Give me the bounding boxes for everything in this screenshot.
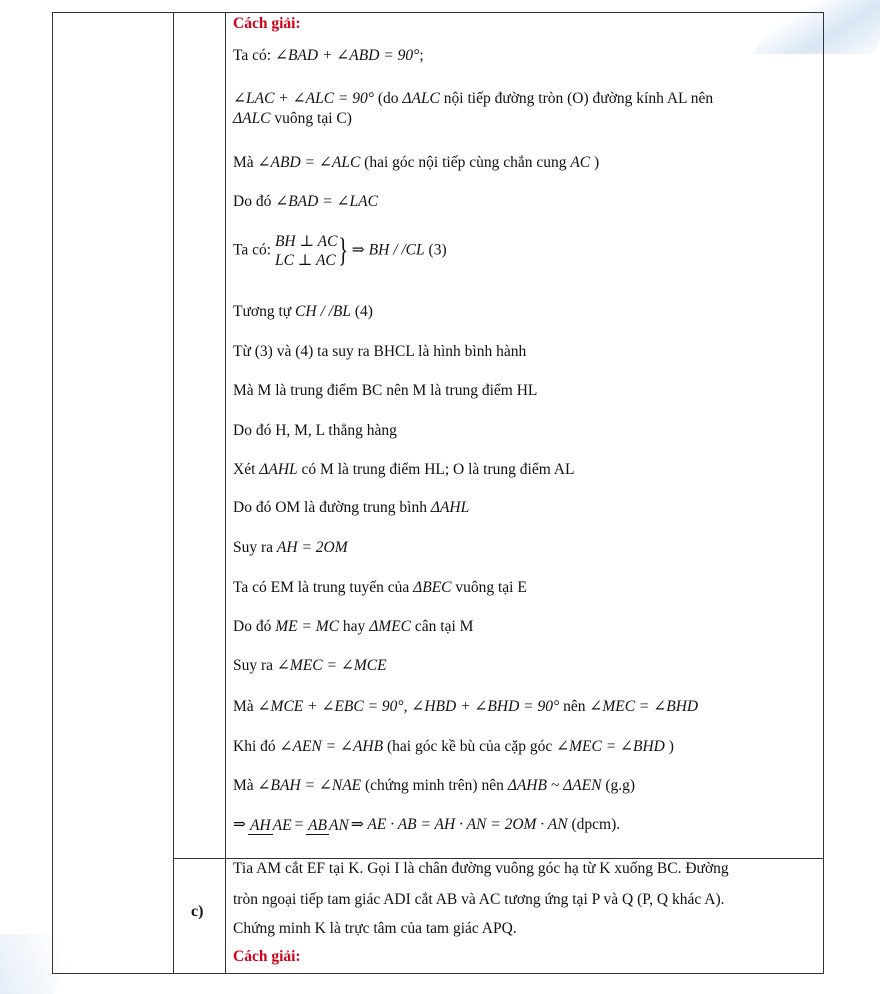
text: Tương tự bbox=[233, 303, 296, 320]
column-divider-2 bbox=[225, 13, 226, 973]
text: Mà bbox=[233, 777, 258, 794]
text: ; bbox=[419, 47, 424, 64]
text: Do đó OM là đường trung bình bbox=[233, 499, 431, 516]
text: (dpcm). bbox=[567, 816, 621, 833]
text: (hai góc kề bù của cặp góc bbox=[383, 738, 557, 755]
math: ∠ABD = ∠ALC bbox=[257, 154, 361, 171]
text: nên bbox=[559, 698, 590, 715]
part-c-solution-heading: Cách giải: bbox=[233, 948, 301, 965]
solution-line-14 bbox=[233, 579, 527, 597]
math: LC ⊥ AC bbox=[274, 252, 336, 269]
solution-line-3 bbox=[233, 110, 352, 128]
math: ∠LAC + ∠ALC = 90° bbox=[233, 90, 374, 107]
denominator: AN bbox=[329, 816, 349, 834]
part-c-question-line-1: Tia AM cắt EF tại K. Gọi I là chân đường vuông góc hạ từ K xuống BC. Đường bbox=[233, 860, 729, 877]
text: Suy ra bbox=[233, 657, 277, 674]
solution-line-8: Từ (3) và (4) ta suy ra BHCL là hình bình hành bbox=[233, 343, 527, 360]
text: ) bbox=[664, 738, 674, 755]
text: Do đó bbox=[233, 618, 276, 635]
text: (4) bbox=[351, 303, 373, 320]
text: Ta có: bbox=[233, 47, 275, 64]
solution-line-19 bbox=[233, 777, 635, 795]
text: (do bbox=[373, 90, 403, 107]
text: Khi đó bbox=[233, 738, 280, 755]
math: BH ⊥ AC bbox=[274, 233, 338, 250]
solution-line-11 bbox=[233, 461, 574, 479]
math: ∠BAD + ∠ABD = 90° bbox=[274, 47, 420, 64]
solution-line-20 bbox=[233, 815, 620, 835]
text: hay bbox=[339, 618, 370, 635]
solution-line-12 bbox=[233, 499, 469, 517]
fraction-ah-ae bbox=[248, 816, 292, 835]
solution-line-4 bbox=[233, 154, 599, 172]
part-c-question-line-2: tròn ngoại tiếp tam giác ADI cắt AB và AC tương ứng tại P và Q (P, Q khác A). bbox=[233, 891, 725, 908]
math: ∠MEC = ∠MCE bbox=[276, 657, 387, 674]
solution-line-13 bbox=[233, 539, 348, 557]
math: ∠AEN = ∠AHB bbox=[279, 738, 384, 755]
text: có M là trung điểm HL; O là trung điểm AL bbox=[297, 461, 575, 478]
fraction-ab-an bbox=[306, 816, 349, 835]
text: nội tiếp đường tròn (O) đường kính AL nên bbox=[439, 90, 714, 107]
text: cân tại M bbox=[411, 618, 474, 635]
math: ΔAHL bbox=[430, 499, 470, 516]
math: ΔAHL bbox=[259, 461, 298, 478]
text: (3) bbox=[424, 241, 447, 259]
solution-line-9: Mà M là trung điểm BC nên M là trung điểm HL bbox=[233, 382, 538, 399]
brace-icon: } bbox=[338, 232, 349, 269]
text: (chứng minh trên) nên bbox=[361, 777, 508, 794]
perpendicular-system bbox=[275, 232, 338, 270]
math: ΔALC bbox=[233, 110, 271, 127]
math: ⇒ AE · AB = AH · AN = 2OM · AN bbox=[350, 816, 568, 833]
math: ∠MEC = ∠BHD bbox=[556, 738, 665, 755]
text: (g.g) bbox=[601, 777, 636, 794]
solution-line-15 bbox=[233, 618, 473, 636]
numerator: AH bbox=[250, 816, 271, 834]
math: = bbox=[293, 816, 305, 833]
text: vuông tại E bbox=[451, 579, 527, 596]
text: Mà bbox=[233, 698, 258, 715]
solution-line-1 bbox=[233, 47, 424, 65]
text: Suy ra bbox=[233, 539, 277, 556]
math: ⇒ bbox=[233, 816, 246, 833]
math: ΔAHB ~ ΔAEN bbox=[507, 777, 602, 794]
math: ∠MCE + ∠EBC = 90°, ∠HBD + ∠BHD = 90° bbox=[257, 698, 560, 715]
part-c-question-line-3: Chứng minh K là trực tâm của tam giác APQ. bbox=[233, 920, 517, 937]
math: ΔBEC bbox=[413, 579, 452, 596]
math: AC bbox=[570, 154, 591, 171]
solution-line-16 bbox=[233, 657, 387, 675]
solution-line-5 bbox=[233, 193, 378, 211]
row-divider bbox=[173, 858, 823, 859]
text: ) bbox=[590, 154, 600, 171]
solution-line-6 bbox=[233, 232, 447, 270]
math: ⇒ BH / /CL bbox=[351, 241, 425, 259]
math: ∠BAD = ∠LAC bbox=[275, 193, 378, 210]
text: Xét bbox=[233, 461, 260, 478]
math: ΔMEC bbox=[369, 618, 412, 635]
text: Ta có EM là trung tuyến của bbox=[233, 579, 414, 596]
solution-line-7 bbox=[233, 303, 373, 321]
math: ME = MC bbox=[275, 618, 340, 635]
solution-line-17 bbox=[233, 698, 698, 716]
text: (hai góc nội tiếp cùng chắn cung bbox=[360, 154, 571, 171]
math: ∠BAH = ∠NAE bbox=[257, 777, 362, 794]
math: CH / /BL bbox=[295, 303, 352, 320]
solution-line-10: Do đó H, M, L thẳng hàng bbox=[233, 422, 397, 439]
denominator: AE bbox=[272, 816, 292, 834]
part-c-label: c) bbox=[191, 903, 204, 920]
solution-heading: Cách giải: bbox=[233, 15, 301, 32]
math: ΔALC bbox=[402, 90, 440, 107]
solution-line-2 bbox=[233, 90, 713, 108]
text: Do đó bbox=[233, 193, 276, 210]
column-divider-1 bbox=[173, 13, 174, 973]
text: Ta có: bbox=[233, 241, 275, 259]
solution-line-18 bbox=[233, 738, 674, 756]
text: vuông tại C) bbox=[270, 110, 352, 127]
math: ∠MEC = ∠BHD bbox=[589, 698, 699, 715]
numerator: AB bbox=[308, 816, 328, 834]
solution-table bbox=[52, 12, 824, 974]
math: AH = 2OM bbox=[276, 539, 348, 556]
text: Mà bbox=[233, 154, 258, 171]
